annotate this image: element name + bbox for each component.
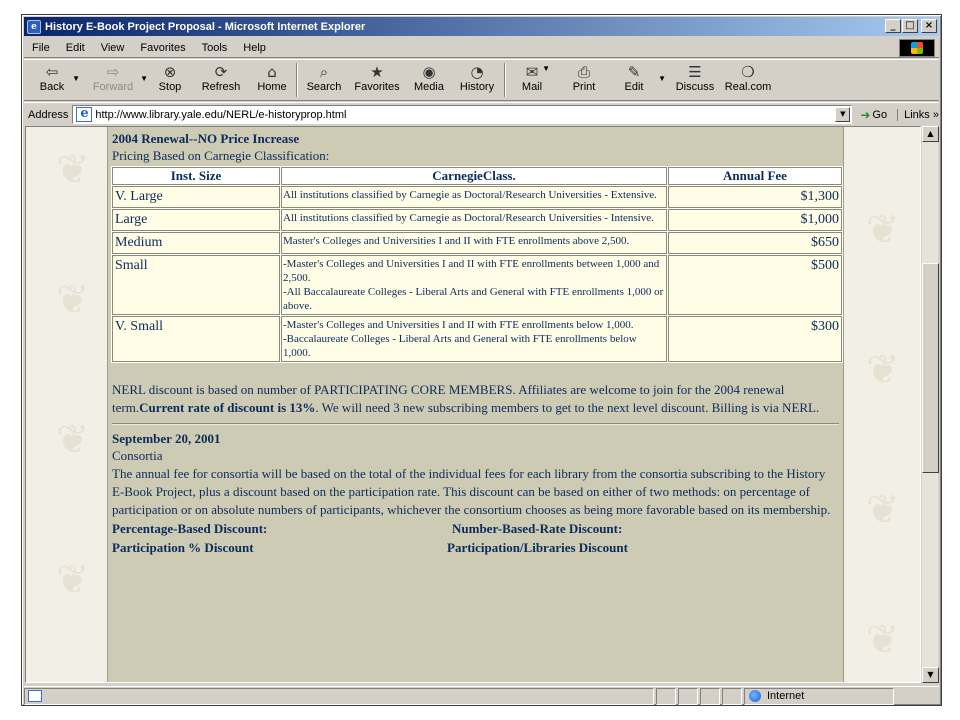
- discount-text: NERL discount is based on number of PARTICIPATING CORE MEMBERS: [112, 382, 513, 397]
- menu-edit[interactable]: Edit: [65, 41, 85, 54]
- ie-icon: e: [27, 20, 41, 34]
- pct-heading: Percentage-Based Discount:: [112, 521, 268, 536]
- cell-class: All institutions classified by Carnegie as Doctoral/Research Universities - Extensive.: [281, 186, 667, 208]
- cell-fee: $500: [668, 255, 842, 315]
- address-bar: [24, 102, 939, 126]
- forward-button[interactable]: [82, 60, 148, 100]
- menu-help[interactable]: Help: [243, 41, 266, 54]
- back-label: Back: [39, 81, 65, 93]
- globe-icon: [749, 690, 761, 702]
- minimize-button[interactable]: _: [885, 19, 901, 33]
- menu-file[interactable]: File: [32, 41, 50, 54]
- history-button[interactable]: [454, 60, 500, 100]
- windows-logo-icon: [899, 39, 935, 57]
- cell-fee: $1,000: [668, 209, 842, 231]
- class-line: -Master's Colleges and Universities I and II with FTE enrollments below 1,000.: [283, 319, 634, 331]
- toolbar-separator: [296, 63, 298, 97]
- header-annual-fee: Annual Fee: [668, 167, 842, 185]
- discuss-button[interactable]: [674, 60, 716, 100]
- back-dropdown-icon[interactable]: ▼: [72, 74, 80, 83]
- browser-window: [21, 14, 942, 706]
- table-row: [112, 255, 842, 315]
- history-label: History: [459, 81, 495, 93]
- refresh-icon: ⟳: [214, 63, 228, 81]
- home-icon: ⌂: [267, 63, 277, 81]
- table-row: [112, 209, 842, 231]
- table-row: [112, 316, 842, 362]
- page-icon: [76, 107, 92, 122]
- refresh-label: Refresh: [201, 81, 241, 93]
- title-bar[interactable]: [24, 17, 939, 36]
- num-sub: Participation/Libraries Discount: [447, 540, 628, 555]
- address-dropdown-icon[interactable]: ▼: [835, 107, 850, 122]
- background-ornament-icon: ❦: [56, 277, 90, 323]
- status-pane: [656, 688, 676, 705]
- print-icon: ⎙: [577, 63, 590, 81]
- zone-label: Internet: [767, 690, 805, 702]
- status-pane: [700, 688, 720, 705]
- security-zone: [744, 688, 894, 705]
- stop-button[interactable]: [150, 60, 190, 100]
- back-button[interactable]: [30, 60, 80, 100]
- status-bar: [24, 686, 939, 705]
- renewal-heading: 2004 Renewal--NO Price Increase: [112, 131, 300, 146]
- scroll-down-icon[interactable]: ▼: [922, 667, 939, 683]
- realcom-icon: ❍: [741, 63, 755, 81]
- status-text-pane: [24, 688, 654, 705]
- media-label: Media: [414, 81, 444, 93]
- cell-fee: $650: [668, 232, 842, 254]
- cell-size: V. Small: [112, 316, 280, 362]
- discount-text: . We will need 3 new subscribing members to get to the next level discount. Billing is via NERL.: [315, 400, 820, 415]
- page-viewport[interactable]: [25, 126, 921, 683]
- forward-dropdown-icon[interactable]: ▼: [140, 74, 148, 83]
- edit-label: Edit: [624, 81, 644, 93]
- class-line: -All Baccalaureate Colleges - Liberal Arts and General with FTE enrollments 1,000 or above.: [283, 286, 664, 312]
- table-row: [112, 232, 842, 254]
- divider: [112, 423, 839, 425]
- cell-size: V. Large: [112, 186, 280, 208]
- background-ornament-icon: ❦: [866, 617, 900, 663]
- pct-sub: Participation % Discount: [112, 540, 254, 555]
- toolbar: [24, 59, 939, 101]
- back-arrow-icon: ⇦: [45, 63, 59, 81]
- favorites-icon: ★: [370, 63, 384, 81]
- address-input[interactable]: [72, 105, 852, 124]
- num-heading: Number-Based-Rate Discount:: [452, 521, 623, 536]
- background-ornament-icon: ❦: [866, 347, 900, 393]
- background-ornament-icon: ❦: [56, 147, 90, 193]
- search-label: Search: [306, 81, 342, 93]
- discount-paragraph: [112, 381, 839, 417]
- header-inst-size: Inst. Size: [112, 167, 280, 185]
- discuss-icon: ☰: [688, 63, 702, 81]
- background-ornament-icon: ❦: [56, 557, 90, 603]
- scroll-thumb[interactable]: [922, 263, 939, 473]
- go-button[interactable]: [860, 108, 887, 122]
- scroll-up-icon[interactable]: ▲: [922, 126, 939, 142]
- page-content: [107, 127, 844, 683]
- cell-fee: $1,300: [668, 186, 842, 208]
- header-carnegie-class: CarnegieClass.: [281, 167, 667, 185]
- discount-methods: [112, 519, 839, 557]
- home-label: Home: [257, 81, 287, 93]
- favorites-button[interactable]: [350, 60, 404, 100]
- cell-class: [281, 255, 667, 315]
- cell-size: Medium: [112, 232, 280, 254]
- cell-class: All institutions classified by Carnegie as Doctoral/Research Universities - Intensive.: [281, 209, 667, 231]
- status-pane: [722, 688, 742, 705]
- forward-label: Forward: [92, 81, 134, 93]
- toolbar-separator: [504, 63, 506, 97]
- refresh-button[interactable]: [196, 60, 246, 100]
- class-line: -Baccalaureate Colleges - Liberal Arts and General with FTE enrollments below 1,000.: [283, 333, 637, 359]
- menu-favorites[interactable]: Favorites: [140, 41, 186, 54]
- address-url[interactable]: http://www.library.yale.edu/NERL/e-historyprop.html: [95, 108, 347, 121]
- mail-button[interactable]: [510, 60, 554, 100]
- search-button[interactable]: [302, 60, 346, 100]
- cell-size: Small: [112, 255, 280, 315]
- favorites-label: Favorites: [354, 81, 400, 93]
- stop-icon: ⊗: [163, 63, 177, 81]
- print-button[interactable]: [564, 60, 604, 100]
- window-title: History E-Book Project Proposal - Microsoft Internet Explorer: [45, 20, 366, 33]
- edit-icon: ✎: [627, 63, 641, 81]
- maximize-button[interactable]: □: [902, 19, 918, 33]
- consortia-text: The annual fee for consortia will be based on the total of the individual fees for each library from the consortia subscribing to the History E-Book Project, plus a discount based on the participation rate. This discount can be based on either of two methods: on percentage of participation or on absolute numbers of participants, whichever the consortium chooses as being more favorable based on its membership.: [112, 466, 831, 517]
- go-label: Go: [872, 108, 888, 121]
- search-icon: ⌕: [319, 63, 329, 81]
- edit-button[interactable]: [614, 60, 666, 100]
- mail-dropdown-icon[interactable]: ▼: [542, 64, 550, 73]
- table-header-row: [112, 167, 842, 185]
- discount-text: . Affiliates are welcome to join for the 2004 renewal term.: [112, 382, 785, 415]
- go-arrow-icon: ➜: [860, 107, 871, 122]
- date-heading: September 20, 2001: [112, 431, 221, 446]
- stop-label: Stop: [158, 81, 182, 93]
- menu-tools[interactable]: Tools: [201, 41, 228, 54]
- print-label: Print: [572, 81, 596, 93]
- edit-dropdown-icon[interactable]: ▼: [658, 74, 666, 83]
- close-button[interactable]: ×: [921, 19, 937, 33]
- links-button[interactable]: Links »: [897, 109, 939, 121]
- vertical-scrollbar[interactable]: [921, 126, 938, 683]
- forward-arrow-icon: ⇨: [106, 63, 120, 81]
- page-done-icon: [28, 690, 42, 702]
- mail-label: Mail: [521, 81, 543, 93]
- menu-bar: [24, 38, 939, 58]
- class-line: -Master's Colleges and Universities I and II with FTE enrollments between 1,000 and 2,500.: [283, 258, 660, 284]
- cell-fee: $300: [668, 316, 842, 362]
- realcom-label: Real.com: [724, 81, 772, 93]
- discuss-label: Discuss: [675, 81, 715, 93]
- background-ornament-icon: ❦: [56, 417, 90, 463]
- status-pane: [678, 688, 698, 705]
- cell-size: Large: [112, 209, 280, 231]
- cell-class: Master's Colleges and Universities I and II with FTE enrollments above 2,500.: [281, 232, 667, 254]
- address-label: Address: [28, 108, 69, 121]
- menu-view[interactable]: View: [100, 41, 125, 54]
- table-row: [112, 186, 842, 208]
- consortia-label: Consortia: [112, 448, 163, 463]
- mail-icon: ✉: [525, 63, 539, 81]
- discount-rate: Current rate of discount is 13%: [139, 400, 316, 415]
- pricing-table: [111, 166, 843, 363]
- realcom-button[interactable]: [722, 60, 774, 100]
- history-icon: ◔: [470, 63, 484, 81]
- pricing-basis: Pricing Based on Carnegie Classification:: [112, 148, 330, 163]
- home-button[interactable]: [252, 60, 292, 100]
- background-ornament-icon: ❦: [866, 207, 900, 253]
- media-icon: ◉: [422, 63, 436, 81]
- background-ornament-icon: ❦: [866, 487, 900, 533]
- cell-class: [281, 316, 667, 362]
- media-button[interactable]: [408, 60, 450, 100]
